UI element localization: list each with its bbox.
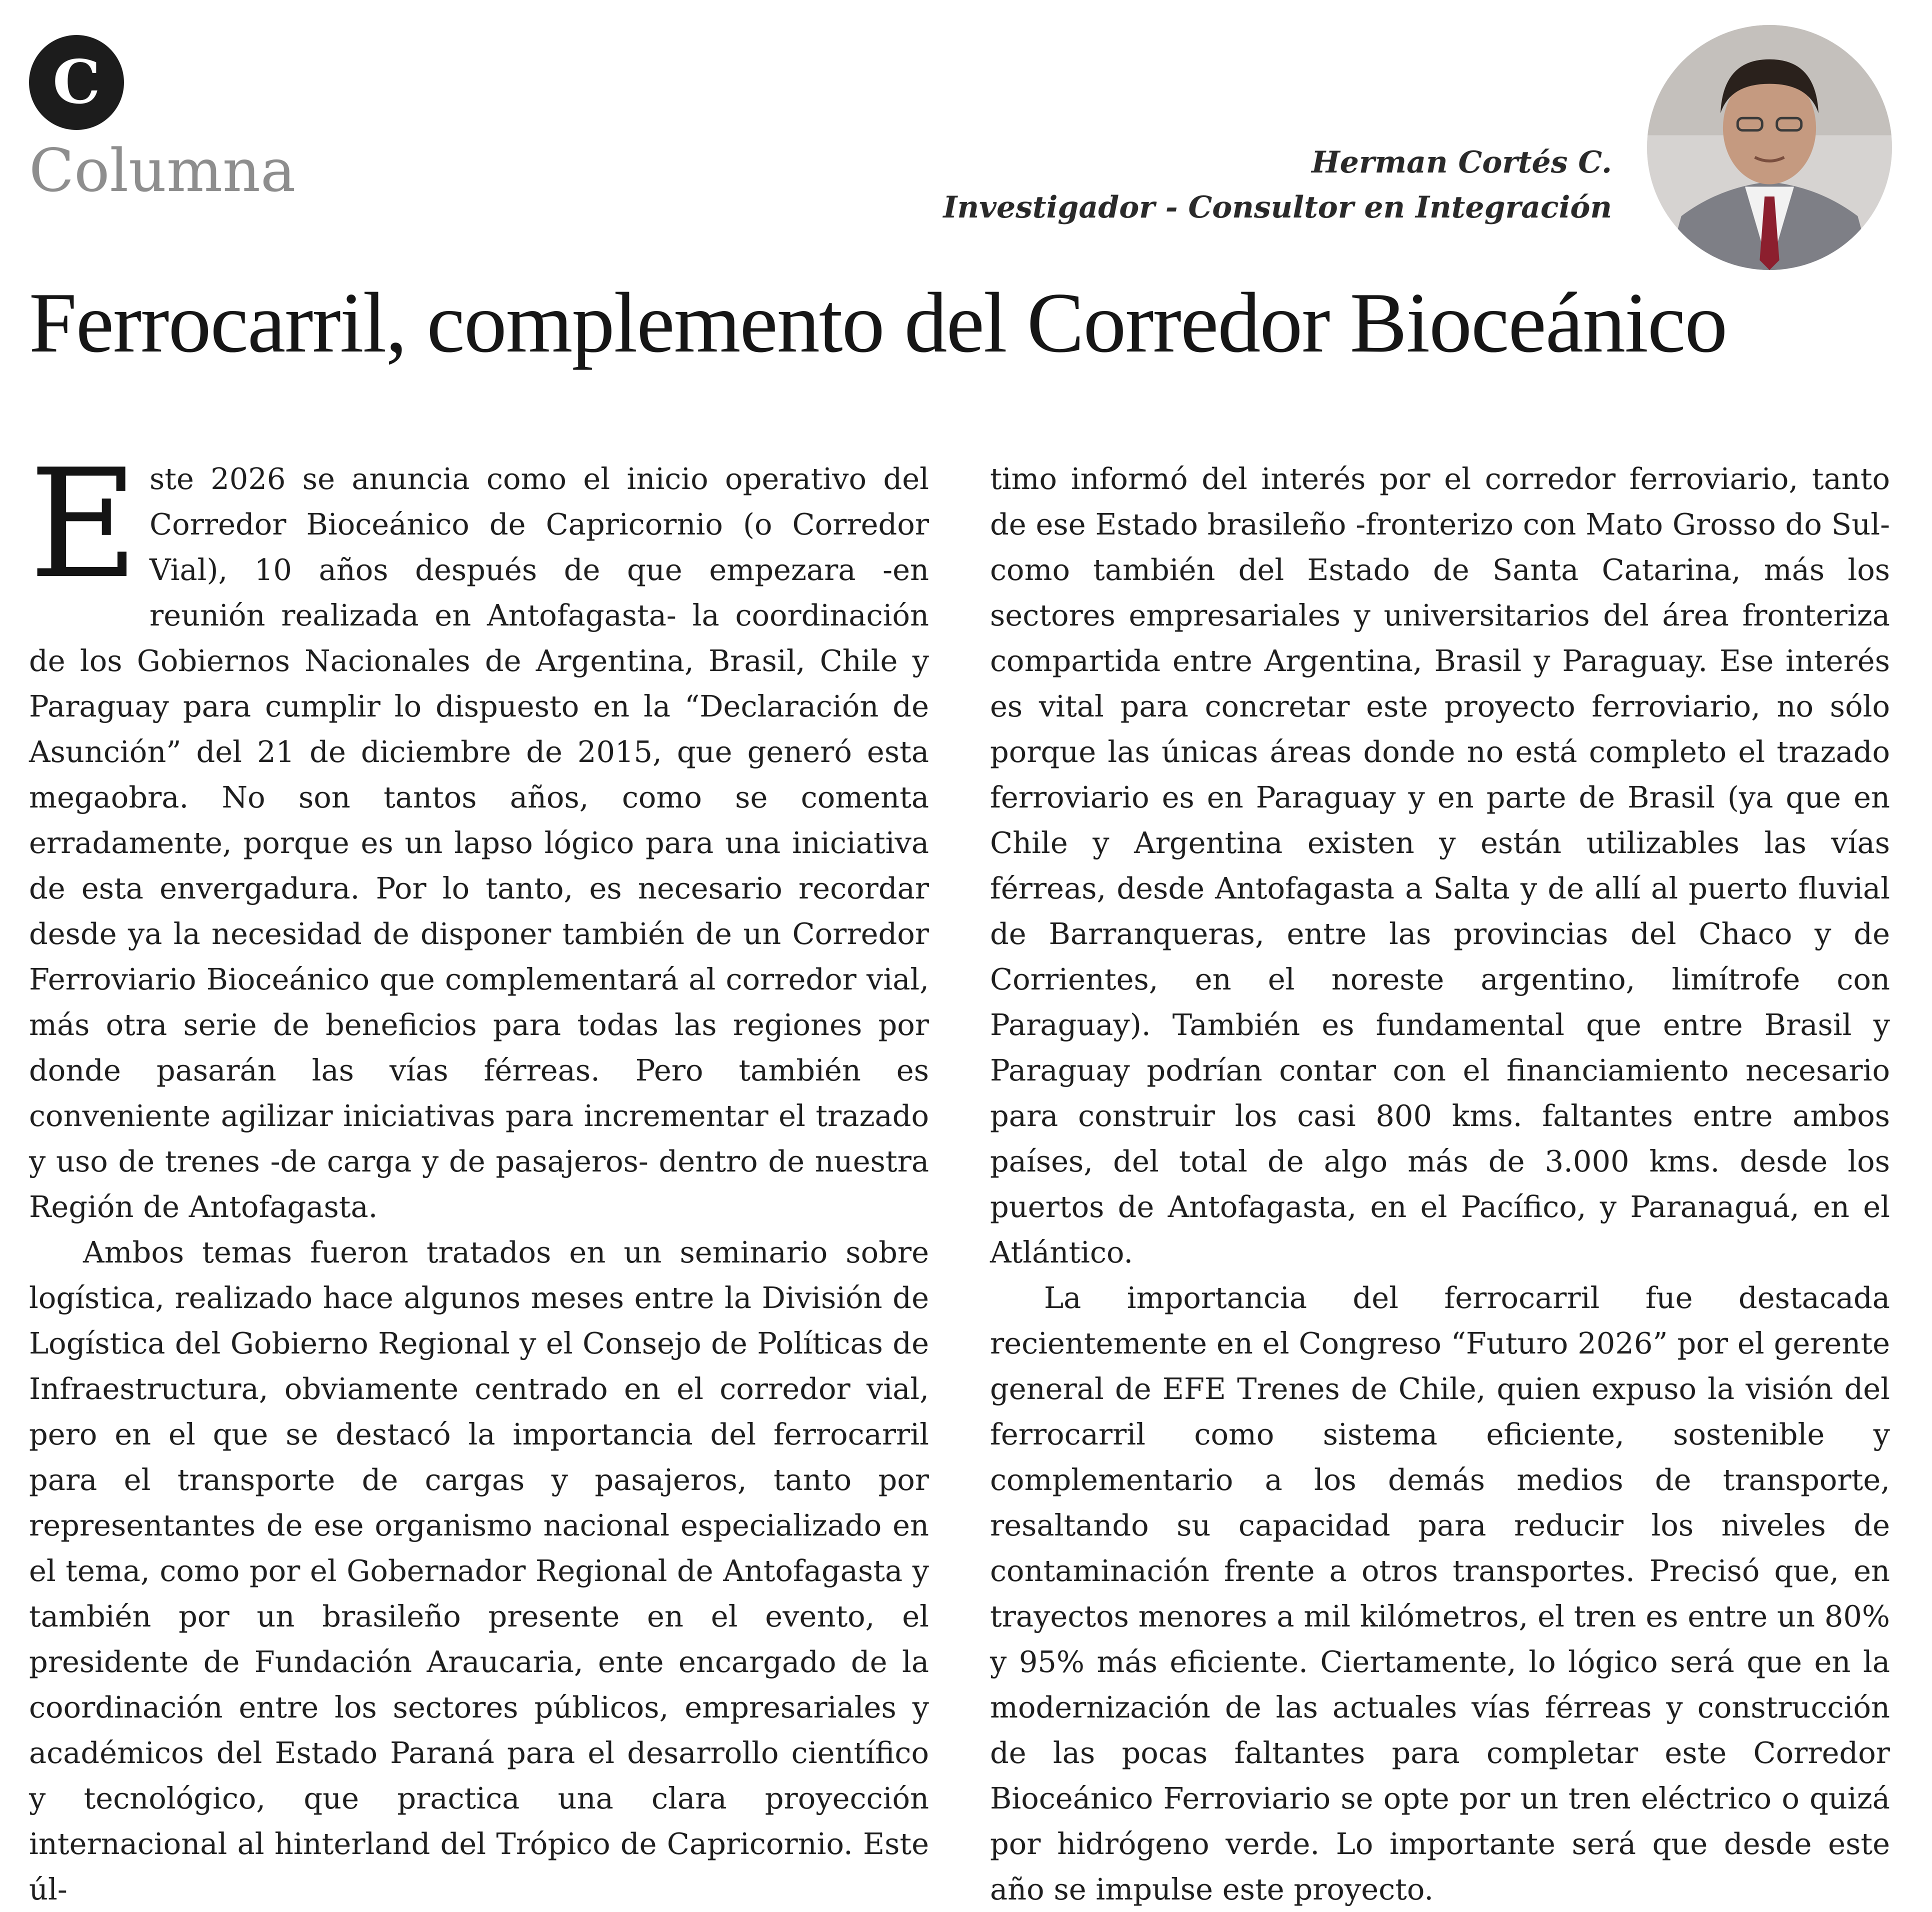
column-logo [29,35,124,130]
article-paragraph: La importancia del ferrocarril fue destacada recientemente en el Congreso “Futuro 2026” por el gerente general de EFE Trenes de Chile, quien expuso la visión del ferrocarril como sistema eficiente, sostenible y complementario a los demás medios de transporte, resaltando su capacidad para reducir los niveles de contaminación frente a otros transportes. Precisó que, en trayectos menores a mil kilómetros, el tren es entre un 80% y 95% más eficiente. Ciertamente, lo lógico será que en la modernización de las actuales vías férreas y construcción de las pocas faltantes para completar este Corredor Bioceánico Ferroviario se opte por un tren eléctrico o quizá por hidrógeno verde. Lo importante será que desde este año se impulse este proyecto. [990,1280,1890,1906]
drop-cap: E [29,437,138,612]
author-role: Investigador - Consultor en Integración [943,190,1612,225]
author-photo [1647,25,1892,270]
author-portrait-icon [1647,25,1892,270]
article-headline: Ferrocarril, complemento del Corredor Bioceánico [29,276,1727,370]
author-byline [943,140,1612,230]
author-name: Herman Cortés C. [1312,145,1612,180]
article-paragraph: timo informó del interés por el corredor ferroviario, tanto de ese Estado brasileño -fronterizo con Mato Grosso do Sul- como también del Estado de Santa Catarina, más los sectores empresariales y universitarios del área fronteriza compartida entre Argentina, Brasil y Paraguay. Ese interés es vital para concretar este proyecto ferroviario, no sólo porque las únicas áreas donde no está completo el trazado ferroviario es en Paraguay y en parte de Brasil (ya que en Chile y Argentina existen y están utilizables las vías férreas, desde Antofagasta a Salta y de allí al puerto fluvial de Barranqueras, entre las provincias del Chaco y de Corrientes, en el noreste argentino, limítrofe con Paraguay). También es fundamental que entre Brasil y Paraguay podrían contar con el financiamiento necesario para construir los casi 800 kms. faltantes entre ambos países, del total de algo más de 3.000 kms. desde los puertos de Antofagasta, en el Pacífico, y Paranaguá, en el Atlántico. [990,462,1890,1270]
article-column-right [990,456,1890,1912]
article-column-left [29,437,929,1912]
section-label: Columna [29,136,296,205]
article-paragraph [29,437,929,1230]
article-paragraph: Ambos temas fueron tratados en un seminario sobre logística, realizado hace algunos meses entre la División de Logística del Gobierno Regional y el Consejo de Políticas de Infraestructura, obviamente centrado en el corredor vial, pero en el que se destacó la importancia del ferrocarril para el transporte de cargas y pasajeros, tanto por representantes de ese organismo nacional especializado en el tema, como por el Gobernador Regional de Antofagasta y también por un brasileño presente en el evento, el presidente de Fundación Araucaria, ente encargado de la coordinación entre los sectores públicos, empresariales y académicos del Estado Paraná para el desarrollo científico y tecnológico, que practica una clara proyección internacional al hinterland del Trópico de Capricornio. Este úl- [29,1235,929,1906]
column-logo-letter: C [52,47,100,118]
paragraph-text: ste 2026 se anuncia como el inicio operativo del Corredor Bioceánico de Capricornio (o Corredor Vial), 10 años después de que empezara -en reunión realizada en Antofagasta- la coordinación de los Gobiernos Nacionales de Argentina, Brasil, Chile y Paraguay para cumplir lo dispuesto en la “Declaración de Asunción” del 21 de diciembre de 2015, que generó esta megaobra. No son tantos años, como se comenta erradamente, porque es un lapso lógico para una iniciativa de esta envergadura. Por lo tanto, es necesario recordar desde ya la necesidad de disponer también de un Corredor Ferroviario Bioceánico que complementará al corredor vial, más otra serie de beneficios para todas las regiones por donde pasarán las vías férreas. Pero también es conveniente agilizar iniciativas para incrementar el trazado y uso de trenes -de carga y de pasajeros- dentro de nuestra Región de Antofagasta. [29,462,929,1224]
